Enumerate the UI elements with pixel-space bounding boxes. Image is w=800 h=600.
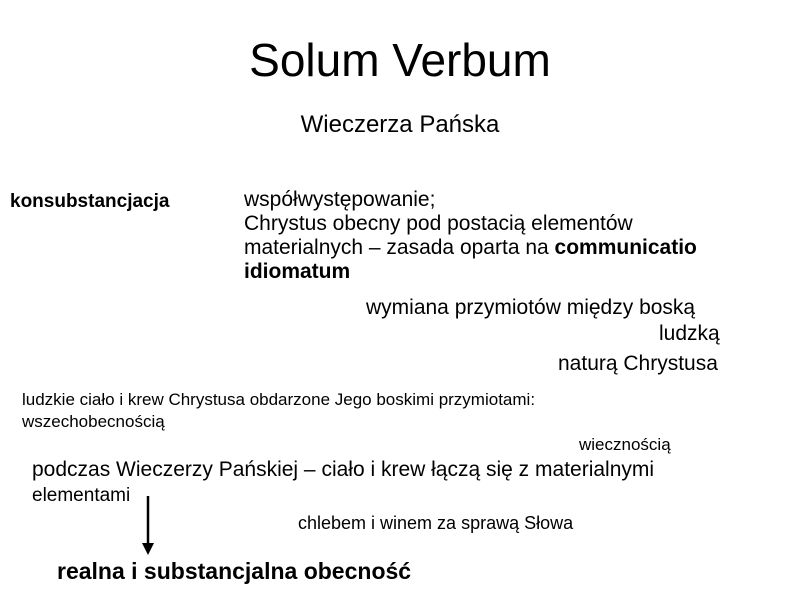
human-body-line-3: wiecznością: [579, 435, 671, 454]
human-body-line-1: ludzkie ciało i krew Chrystusa obdarzone Jego boskimi przymiotami:: [22, 390, 536, 409]
definition-line-3: [244, 236, 697, 260]
exchange-line-2: ludzką: [659, 322, 720, 345]
page-subtitle: Wieczerza Pańska: [300, 111, 500, 138]
page-title: Solum Verbum: [249, 34, 551, 86]
conclusion-text: realna i substancjalna obecność: [57, 558, 412, 584]
supper-line-2: elementami: [32, 485, 131, 506]
definition-line-4: [244, 260, 697, 284]
human-body-line-2: wszechobecnością: [22, 412, 165, 431]
term-definition: [244, 188, 697, 284]
exchange-line-1: wymiana przymiotów między boską: [366, 296, 696, 319]
supper-line-3: chlebem i winem za sprawą Słowa: [298, 513, 574, 533]
definition-line-3-text: materialnych – zasada oparta na: [244, 236, 555, 259]
term-label: konsubstancjacja: [10, 191, 170, 212]
definition-bold-term-2: idiomatum: [244, 260, 351, 283]
definition-bold-term-1: communicatio: [554, 236, 697, 259]
supper-line-1: podczas Wieczerzy Pańskiej – ciało i krew łączą się z materialnymi: [32, 458, 655, 481]
definition-line-1: współwystępowanie;: [244, 188, 436, 211]
exchange-line-3: naturą Chrystusa: [558, 352, 718, 375]
definition-line-2: Chrystus obecny pod postacią elementów: [244, 212, 633, 235]
down-arrow-icon: [141, 496, 155, 556]
